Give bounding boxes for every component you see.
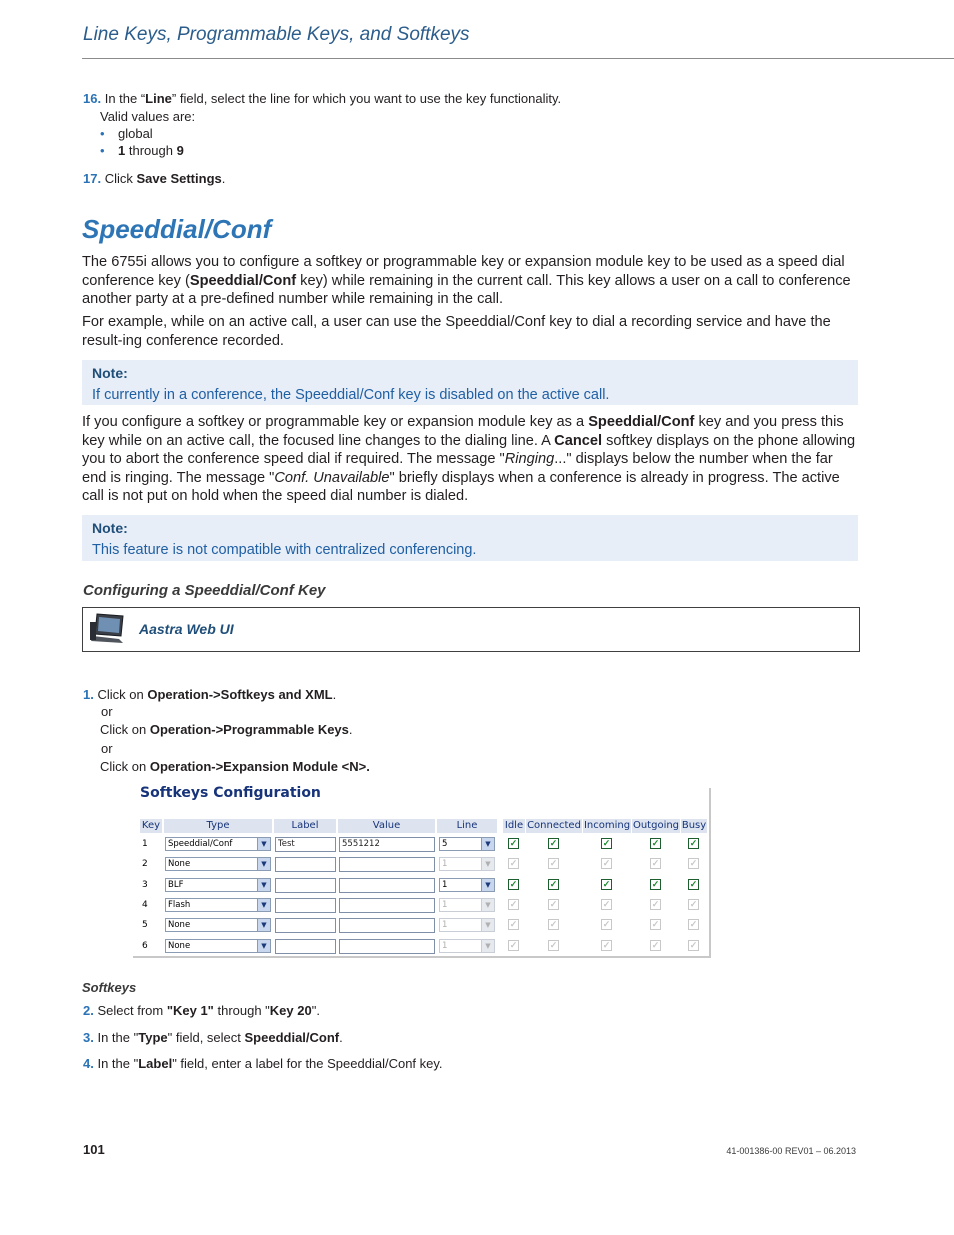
line-select-value: 1 bbox=[442, 920, 448, 930]
state-checkbox: ✓ bbox=[689, 858, 698, 868]
line-select bbox=[439, 857, 495, 871]
step-1: 1. Click on Operation->Softkeys and XML. bbox=[83, 687, 337, 702]
line-select bbox=[439, 898, 495, 912]
col-connected: Connected bbox=[527, 820, 581, 831]
chevron-down-icon: ▼ bbox=[481, 919, 494, 931]
state-checkbox[interactable]: ✓ bbox=[509, 838, 518, 848]
col-type: Type bbox=[164, 819, 272, 833]
bullet-icon: • bbox=[100, 126, 105, 141]
state-checkbox: ✓ bbox=[602, 919, 611, 929]
note-text: If currently in a conference, the Speeddial/Conf key is disabled on the active call. bbox=[92, 387, 610, 403]
note-box-2 bbox=[82, 515, 858, 561]
col-incoming: Incoming bbox=[583, 820, 631, 831]
state-checkbox: ✓ bbox=[602, 899, 611, 909]
value-input[interactable] bbox=[339, 918, 435, 933]
key-number: 2 bbox=[142, 859, 148, 869]
chevron-down-icon: ▼ bbox=[481, 940, 494, 952]
state-checkbox[interactable]: ✓ bbox=[651, 838, 660, 848]
paragraph-intro: The 6755i allows you to configure a softkey or programmable key or expansion module key to be used as a speed dial conference key (Speeddial/Conf key) while remaining in the current call. This key allows a user on a call to conference another party at a pre-defined number while remaining in the call. bbox=[82, 254, 851, 308]
or-text: or bbox=[101, 741, 113, 756]
state-checkbox[interactable]: ✓ bbox=[602, 838, 611, 848]
col-key: Key bbox=[141, 820, 161, 831]
type-select[interactable] bbox=[165, 918, 271, 932]
type-select-value: Flash bbox=[168, 900, 191, 910]
subsection-heading: Configuring a Speeddial/Conf Key bbox=[83, 582, 326, 599]
state-checkbox: ✓ bbox=[689, 919, 698, 929]
type-select-value: None bbox=[168, 920, 191, 930]
col-label: Label bbox=[274, 819, 336, 833]
col-busy: Busy bbox=[681, 820, 707, 831]
label-input[interactable] bbox=[275, 857, 336, 872]
note-text: This feature is not compatible with centralized conferencing. bbox=[92, 542, 477, 558]
state-checkbox: ✓ bbox=[549, 899, 558, 909]
label-input[interactable] bbox=[275, 918, 336, 933]
state-checkbox: ✓ bbox=[602, 858, 611, 868]
label-input[interactable] bbox=[275, 898, 336, 913]
state-checkbox: ✓ bbox=[509, 899, 518, 909]
col-value: Value bbox=[338, 819, 435, 833]
chevron-down-icon: ▼ bbox=[481, 899, 494, 911]
step-16: 16. In the “Line” field, select the line for which you want to use the key functionality. bbox=[83, 91, 562, 106]
chevron-down-icon: ▼ bbox=[481, 879, 494, 891]
value-input[interactable]: 5551212 bbox=[339, 837, 435, 852]
web-ui-banner bbox=[82, 607, 860, 652]
type-select-value: BLF bbox=[168, 880, 184, 890]
line-select-value: 1 bbox=[442, 941, 448, 951]
state-checkbox: ✓ bbox=[509, 919, 518, 929]
state-checkbox: ✓ bbox=[549, 940, 558, 950]
note-box-1 bbox=[82, 360, 858, 405]
state-checkbox[interactable]: ✓ bbox=[651, 879, 660, 889]
key-number: 1 bbox=[142, 839, 148, 849]
col-line: Line bbox=[437, 819, 497, 833]
key-number: 5 bbox=[142, 920, 148, 930]
state-checkbox: ✓ bbox=[689, 940, 698, 950]
state-checkbox: ✓ bbox=[602, 940, 611, 950]
step-4: 4. In the "Label" field, enter a label for the Speeddial/Conf key. bbox=[83, 1056, 443, 1071]
key-number: 4 bbox=[142, 900, 148, 910]
note-title: Note: bbox=[92, 365, 128, 381]
valid-values-label: Valid values are: bbox=[100, 109, 196, 124]
section-heading: Speeddial/Conf bbox=[82, 214, 272, 244]
type-select[interactable] bbox=[165, 857, 271, 871]
chevron-down-icon: ▼ bbox=[257, 879, 270, 891]
web-ui-label: Aastra Web UI bbox=[139, 621, 234, 637]
type-select-value: None bbox=[168, 859, 191, 869]
state-checkbox: ✓ bbox=[651, 940, 660, 950]
type-select[interactable] bbox=[165, 878, 271, 892]
value-input[interactable] bbox=[339, 878, 435, 893]
or-text: or bbox=[101, 704, 113, 719]
state-checkbox[interactable]: ✓ bbox=[602, 879, 611, 889]
step-1-alt-programmable: Click on Operation->Programmable Keys. bbox=[100, 722, 353, 737]
state-checkbox[interactable]: ✓ bbox=[689, 838, 698, 848]
type-select[interactable] bbox=[165, 939, 271, 953]
header-rule bbox=[82, 58, 954, 59]
step-3: 3. In the "Type" field, select Speeddial/Conf. bbox=[83, 1030, 343, 1045]
chevron-down-icon: ▼ bbox=[257, 838, 270, 850]
state-checkbox[interactable]: ✓ bbox=[549, 879, 558, 889]
state-checkbox: ✓ bbox=[651, 858, 660, 868]
line-select-value: 1 bbox=[442, 880, 448, 890]
value-input[interactable] bbox=[339, 898, 435, 913]
bullet-global: • global bbox=[100, 126, 153, 141]
state-checkbox: ✓ bbox=[689, 899, 698, 909]
figure-caption: Softkeys bbox=[82, 980, 137, 995]
value-input[interactable] bbox=[339, 857, 435, 872]
chevron-down-icon: ▼ bbox=[257, 899, 270, 911]
line-select bbox=[439, 918, 495, 932]
line-select-value: 1 bbox=[442, 900, 448, 910]
state-checkbox: ✓ bbox=[509, 858, 518, 868]
bullet-range: • 1 through 9 bbox=[100, 143, 184, 158]
chevron-down-icon: ▼ bbox=[257, 940, 270, 952]
step-17: 17. Click Save Settings. bbox=[83, 171, 226, 186]
type-select-value: Speeddial/Conf bbox=[168, 839, 233, 849]
chevron-down-icon: ▼ bbox=[481, 858, 494, 870]
state-checkbox[interactable]: ✓ bbox=[509, 879, 518, 889]
col-idle: Idle bbox=[504, 820, 524, 831]
state-checkbox: ✓ bbox=[549, 919, 558, 929]
paragraph-behavior: If you configure a softkey or programmable key or expansion module key as a Speeddial/Conf key and you press this key while on an active call, the focused line changes to the dialing line. A Cancel softkey displays on the phone allowing you to abort the conference speed dial if required. The message "Ringing..." displays below the number when the far end is ringing. The message "Conf. Unavailable" briefly displays when a conference is already in progress. The active call is not put on hold when the speed dial number is dialed. bbox=[82, 414, 856, 505]
paragraph-example: For example, while on an active call, a user can use the Speeddial/Conf key to dial a recording service and have the result-ing conference recorded. bbox=[82, 314, 831, 349]
bullet-icon: • bbox=[100, 143, 105, 158]
label-input[interactable] bbox=[275, 939, 336, 954]
page-number: 101 bbox=[83, 1142, 105, 1157]
running-header: Line Keys, Programmable Keys, and Softkeys bbox=[83, 24, 470, 45]
line-select-value: 5 bbox=[442, 839, 448, 849]
line-select[interactable] bbox=[439, 878, 495, 892]
type-select[interactable] bbox=[165, 898, 271, 912]
state-checkbox[interactable]: ✓ bbox=[689, 879, 698, 889]
document-id: 41-001386-00 REV01 – 06.2013 bbox=[726, 1146, 856, 1156]
label-input[interactable] bbox=[275, 878, 336, 893]
line-select bbox=[439, 939, 495, 953]
chevron-down-icon: ▼ bbox=[257, 919, 270, 931]
state-checkbox: ✓ bbox=[509, 940, 518, 950]
value-input[interactable] bbox=[339, 939, 435, 954]
chevron-down-icon: ▼ bbox=[257, 858, 270, 870]
type-select-value: None bbox=[168, 941, 191, 951]
softkeys-config-title: Softkeys Configuration bbox=[140, 785, 321, 801]
step-2: 2. Select from "Key 1" through "Key 20". bbox=[83, 1003, 320, 1018]
line-select-value: 1 bbox=[442, 859, 448, 869]
key-number: 3 bbox=[142, 880, 148, 890]
state-checkbox[interactable]: ✓ bbox=[549, 838, 558, 848]
label-input[interactable]: Test bbox=[275, 837, 336, 852]
key-number: 6 bbox=[142, 941, 148, 951]
softkeys-configuration-screenshot bbox=[133, 785, 711, 958]
step-1-alt-expansion: Click on Operation->Expansion Module <N>. bbox=[100, 759, 370, 774]
line-select[interactable] bbox=[439, 837, 495, 851]
type-select[interactable] bbox=[165, 837, 271, 851]
computer-monitor-icon bbox=[89, 612, 127, 646]
col-outgoing: Outgoing bbox=[632, 820, 680, 831]
state-checkbox: ✓ bbox=[651, 899, 660, 909]
note-title: Note: bbox=[92, 520, 128, 536]
state-checkbox: ✓ bbox=[651, 919, 660, 929]
state-checkbox: ✓ bbox=[549, 858, 558, 868]
chevron-down-icon: ▼ bbox=[481, 838, 494, 850]
